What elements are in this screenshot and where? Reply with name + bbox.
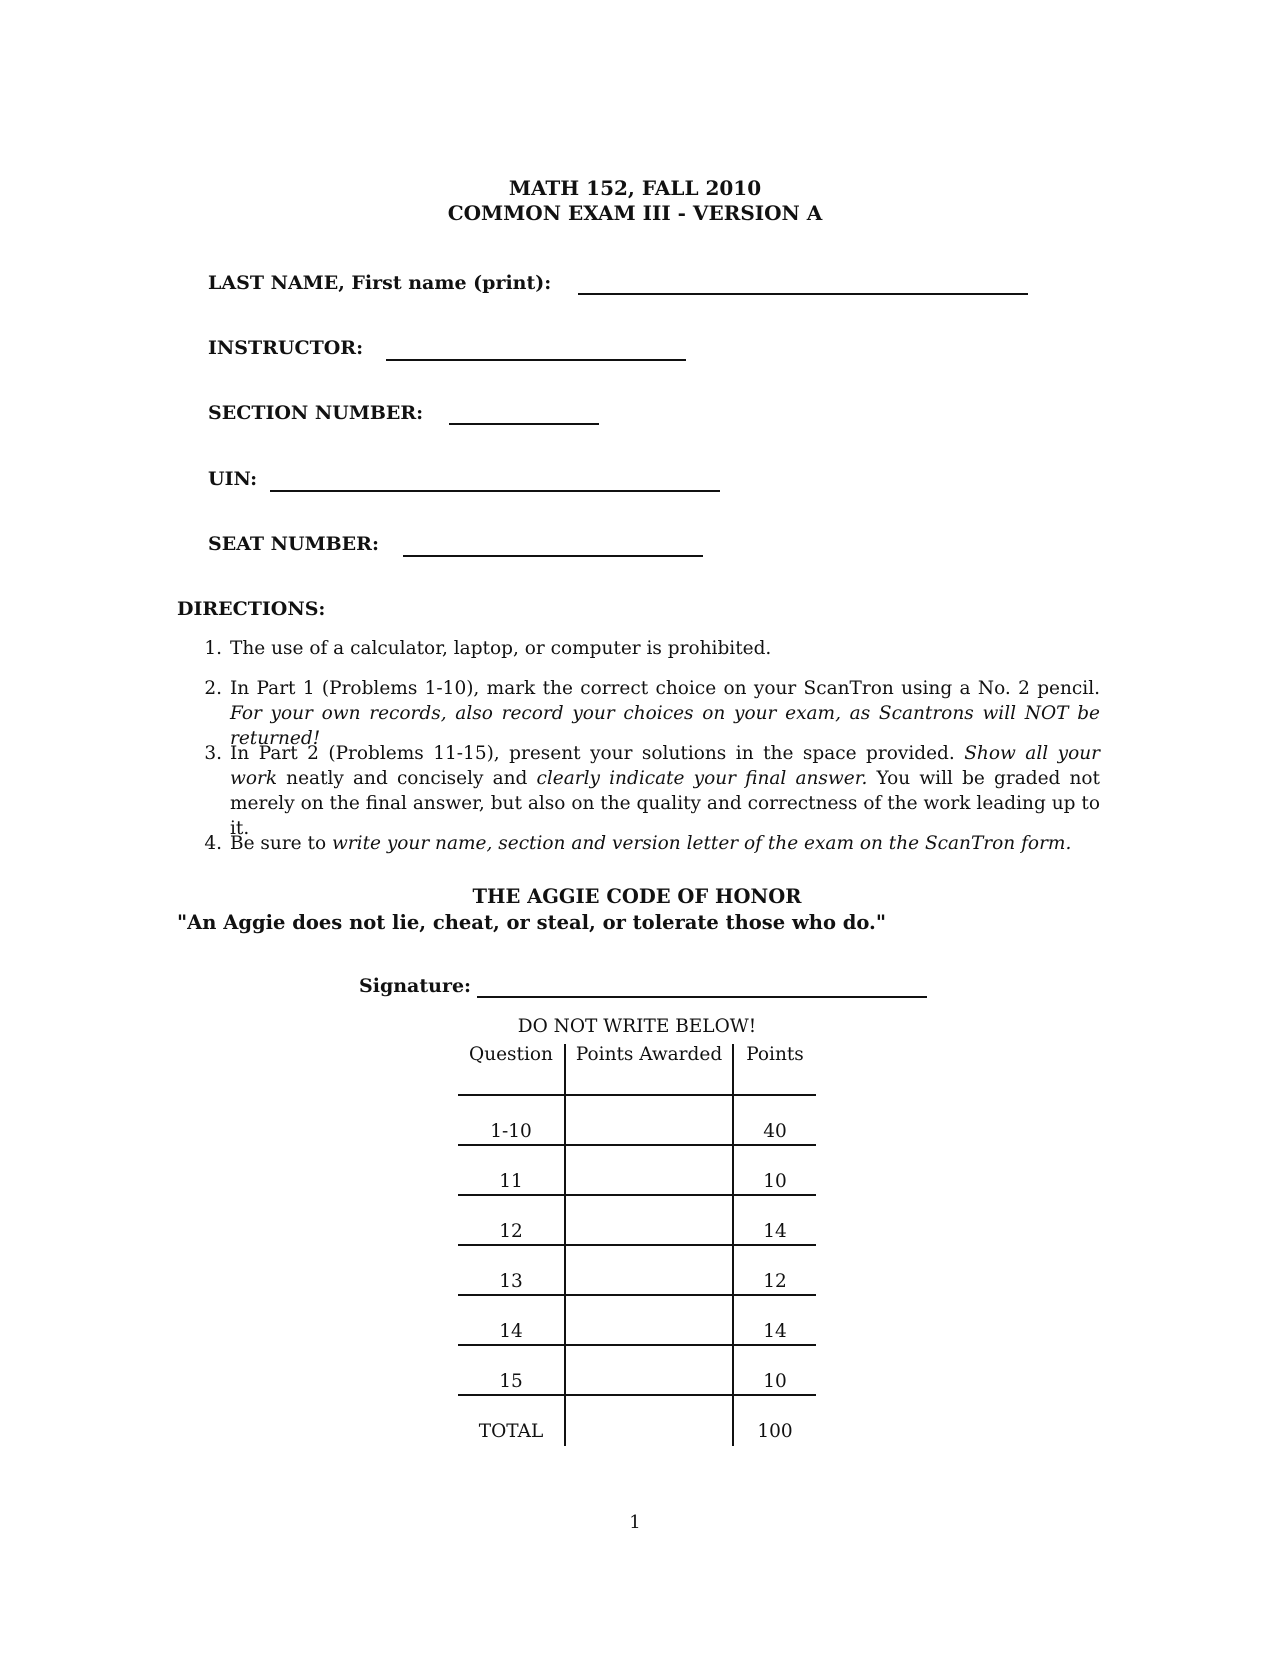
question-cell: 13 — [458, 1245, 565, 1295]
name-field-label: LAST NAME, First name (print): — [208, 272, 552, 294]
points-cell: 14 — [733, 1195, 816, 1245]
question-cell: 14 — [458, 1295, 565, 1345]
header-points: Points — [733, 1044, 816, 1095]
awarded-cell[interactable] — [565, 1095, 733, 1145]
seat-field-line[interactable] — [403, 555, 703, 557]
signature-label: Signature: — [359, 975, 472, 997]
table-row — [458, 1095, 816, 1145]
instructor-field-line[interactable] — [386, 359, 686, 361]
question-cell: 12 — [458, 1195, 565, 1245]
name-field-line[interactable] — [578, 293, 1028, 295]
direction-text: Be sure to — [230, 833, 332, 854]
question-cell: 1-10 — [458, 1095, 565, 1145]
uin-field-line[interactable] — [270, 490, 720, 492]
question-cell: 11 — [458, 1145, 565, 1195]
page-number: 1 — [629, 1512, 641, 1533]
direction-text: In Part 1 (Problems 1-10), mark the correct choice on your ScanTron using a No. 2 pencil. — [230, 678, 1100, 699]
points-cell: 10 — [733, 1345, 816, 1395]
score-table-caption: DO NOT WRITE BELOW! — [517, 1016, 757, 1037]
signature-line[interactable] — [477, 996, 927, 998]
points-cell: 10 — [733, 1145, 816, 1195]
directions-heading: DIRECTIONS: — [177, 598, 326, 620]
awarded-cell[interactable] — [565, 1145, 733, 1195]
direction-text-emphasis: write your name, section and version letter of the exam on the ScanTron form. — [331, 833, 1072, 854]
honor-code-title: THE AGGIE CODE OF HONOR — [472, 885, 802, 908]
total-points-cell: 100 — [757, 1421, 793, 1442]
direction-number: 1. — [204, 638, 222, 659]
honor-code-quote: "An Aggie does not lie, cheat, or steal, or tolerate those who do." — [177, 911, 886, 934]
exam-version-title: COMMON EXAM III - VERSION A — [447, 201, 823, 225]
instructor-field-label: INSTRUCTOR: — [208, 337, 364, 359]
awarded-cell[interactable] — [565, 1195, 733, 1245]
points-cell: 12 — [733, 1245, 816, 1295]
total-awarded-cell[interactable] — [565, 1395, 733, 1446]
table-row-total — [458, 1395, 816, 1446]
table-row — [458, 1345, 816, 1395]
table-row — [458, 1145, 816, 1195]
exam-course-title: MATH 152, FALL 2010 — [508, 176, 762, 200]
total-label-cell: TOTAL — [478, 1421, 544, 1442]
awarded-cell[interactable] — [565, 1245, 733, 1295]
direction-text-emphasis: For your own records, also record your choices on your exam, as Scantrons will NOT be returned! — [230, 703, 1100, 749]
uin-field-label: UIN: — [208, 468, 258, 490]
table-row — [458, 1195, 816, 1245]
direction-text: The use of a calculator, laptop, or computer is prohibited. — [230, 638, 772, 659]
table-row — [458, 1245, 816, 1295]
direction-number: 3. — [204, 743, 222, 764]
direction-number: 2. — [204, 678, 222, 699]
header-points-awarded: Points Awarded — [565, 1044, 733, 1095]
score-table-header-row — [458, 1044, 816, 1095]
direction-number: 4. — [204, 833, 222, 854]
awarded-cell[interactable] — [565, 1345, 733, 1395]
direction-text-emphasis: Show all your work — [230, 743, 1100, 789]
table-row — [458, 1295, 816, 1345]
question-cell: 15 — [458, 1345, 565, 1395]
direction-text: neatly and concisely and — [277, 768, 537, 789]
direction-text: In Part 2 (Problems 11-15), present your solutions in the space provided. — [230, 743, 965, 764]
awarded-cell[interactable] — [565, 1295, 733, 1345]
points-cell: 40 — [733, 1095, 816, 1145]
direction-text: You will be graded not merely on the final answer, but also on the quality and correctness of the work leading up to it. — [230, 768, 1100, 839]
points-cell: 14 — [733, 1295, 816, 1345]
section-field-label: SECTION NUMBER: — [208, 402, 424, 424]
direction-text-emphasis: clearly indicate your final answer. — [536, 768, 868, 789]
section-field-line[interactable] — [449, 423, 599, 425]
score-table — [458, 1044, 816, 1446]
seat-field-label: SEAT NUMBER: — [208, 533, 379, 555]
header-question: Question — [458, 1044, 565, 1095]
